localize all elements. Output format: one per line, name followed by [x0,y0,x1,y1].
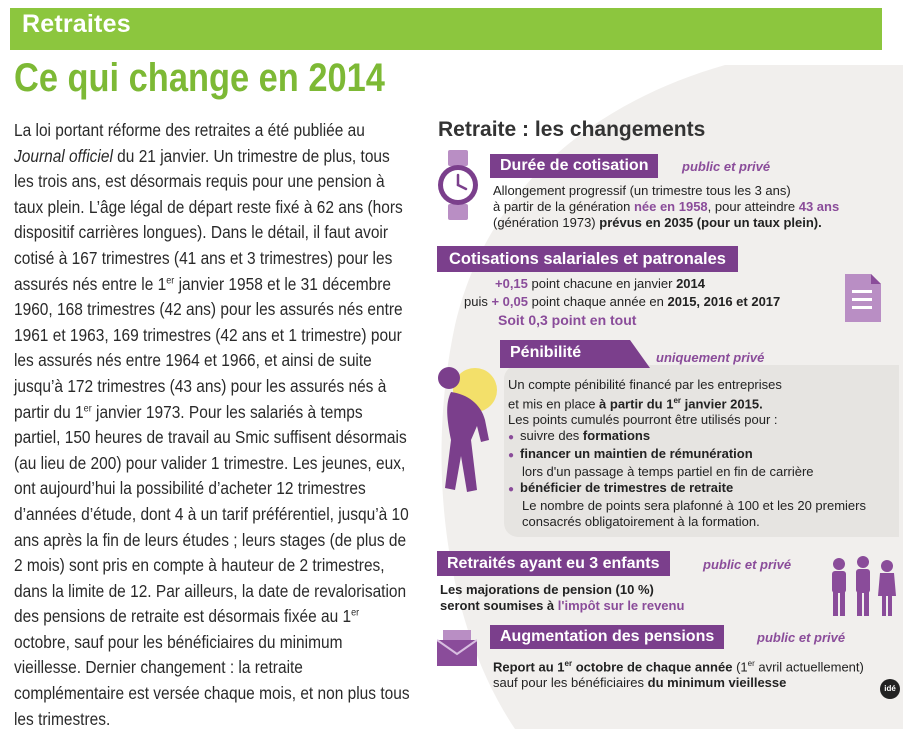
envelope-icon [437,630,477,666]
page-title: Ce qui change en 2014 [14,56,385,100]
publisher-logo: idé [880,679,900,699]
superscript: er [351,607,360,619]
duree-text [493,183,893,231]
enfants-title: Retraités ayant eu 3 enfants [437,551,670,576]
text: (un trimestre tous les 3 ans) [625,183,791,198]
text: à partir du 1 [599,396,674,412]
text: lors d'un passage à temps partiel en fin de carrière [522,464,814,480]
enfants-text [440,582,740,614]
text: Report au 1 [493,659,565,675]
text: , pour atteindre [707,199,799,214]
pensions-title: Augmentation des pensions [490,625,724,649]
section-label: Retraites [22,10,131,38]
pensions-tag: public et privé [757,630,846,645]
article-body [14,118,412,732]
text: octobre de chaque année [572,659,733,675]
text: puis [464,294,492,309]
highlight: +0,15 [495,276,528,291]
text: consacrés obligatoirement à la formation. [522,514,760,530]
text: (génération 1973) [493,215,600,230]
highlight: 43 ans [798,199,840,214]
bullet-item: ● bénéficier de trimestres de retraite [508,480,898,498]
text: du minimum vieillesse [647,675,787,691]
text: 2015, 2016 et 2017 [667,294,781,309]
journal-name: Journal officiel [14,146,113,166]
document-icon [845,274,881,322]
family-icon [828,556,898,618]
text: prévus en 2035 (pour un taux plein). [599,215,822,230]
cotisations-text [442,276,842,328]
text: sauf pour les bénéficiaires [493,675,648,691]
penibilite-text [508,377,898,530]
article-text: La loi portant réforme des retraites a été publiée au [14,121,365,140]
infographic-heading: Retraite : les changements [438,118,706,141]
text: 2014 [676,276,705,291]
highlight: l'impôt sur le revenu [557,598,685,613]
bullet-item: ● financer un maintien de rémunération [508,446,898,464]
pensions-text [493,656,893,691]
section-banner [10,8,882,50]
highlight: + 0,05 [491,294,528,309]
duree-tag: public et privé [682,159,771,174]
article-text: janvier 1973. Pour les salariés à temps partiel, 150 heures de travail au Smic suffisent désormais (au lieu de 200) pour valider 1 trimestre. Les jeunes, eux, ont aujourd’hui la possibilité d’acheter 12 trimestres d’années d’étude, dont 4 à un tarif préférentiel, jusqu’à 10 ans après la fin de leurs études ; leurs stages (de plus de 2 mois) sont pris en compte à hauteur de 2 trimestres, dans la limite de 12. Par ailleurs, la date de revalorisation des pensions de retraite est désormais fixée au 1 [14,402,409,627]
superscript: er [747,659,755,668]
text: Un compte pénibilité financé par les entreprises [508,377,782,392]
superscript: er [564,659,573,668]
text: Les majorations de pension (10 %) [440,582,654,597]
highlight: née en 1958 [633,199,708,214]
cotisations-total: Soit 0,3 point en tout [498,312,637,328]
text: janvier 2015. [681,396,763,412]
worker-bending-icon [437,360,503,500]
article-text: janvier 1958 et le 31 décembre 1960, 168 trimestres (42 ans) pour les assurés nés entre 1961 et 1963, 169 trimestres (42 ans et 1 trimestre) pour les assurés nés entre 1964 et 1966, et ainsi de suite jusqu’à 172 trimestres (43 ans) pour les assurés nés à partir du 1 [14,274,403,422]
text: Les points cumulés pourront être utilisés pour : [508,412,778,428]
watch-icon [436,150,480,220]
text: suivre des [520,428,583,444]
text: point chaque année en [527,294,668,309]
enfants-tag: public et privé [703,557,792,572]
text: avril actuellement) [754,659,864,675]
text: point chacune en janvier [527,276,677,291]
text: seront soumises à [440,598,558,613]
text: et mis en place [508,396,600,412]
text: Allongement progressif [493,183,626,198]
superscript: er [673,396,682,405]
text: Le nombre de points sera plafonné à 100 et les 20 premiers [522,498,866,514]
penibilite-tag: uniquement privé [656,350,765,365]
text: formations [582,428,651,444]
article-text: octobre, sauf pour les bénéficiaires du minimum vieillesse. Dernier changement : la retraite complémentaire est versée chaque mois, et non plus tous les trimestres. [14,632,410,729]
text: (1 [732,659,748,675]
superscript: er [83,402,92,414]
article-text: du 21 janvier. Un trimestre de plus, tous les trois ans, est désormais requis pour une pension à taux plein. L’âge légal de départ reste fixé à 62 ans (hors dispositif carrières longues). Dans le détail, il faut avoir cotisé à 167 trimestres (41 ans et 3 trimestres) pour les assurés nés entre le 1 [14,146,403,294]
text: à partir de la génération [493,199,634,214]
duree-title: Durée de cotisation [490,154,658,178]
superscript: er [166,274,175,286]
penibilite-title: Pénibilité [510,344,582,361]
cotisations-title: Cotisations salariales et patronales [437,246,738,272]
